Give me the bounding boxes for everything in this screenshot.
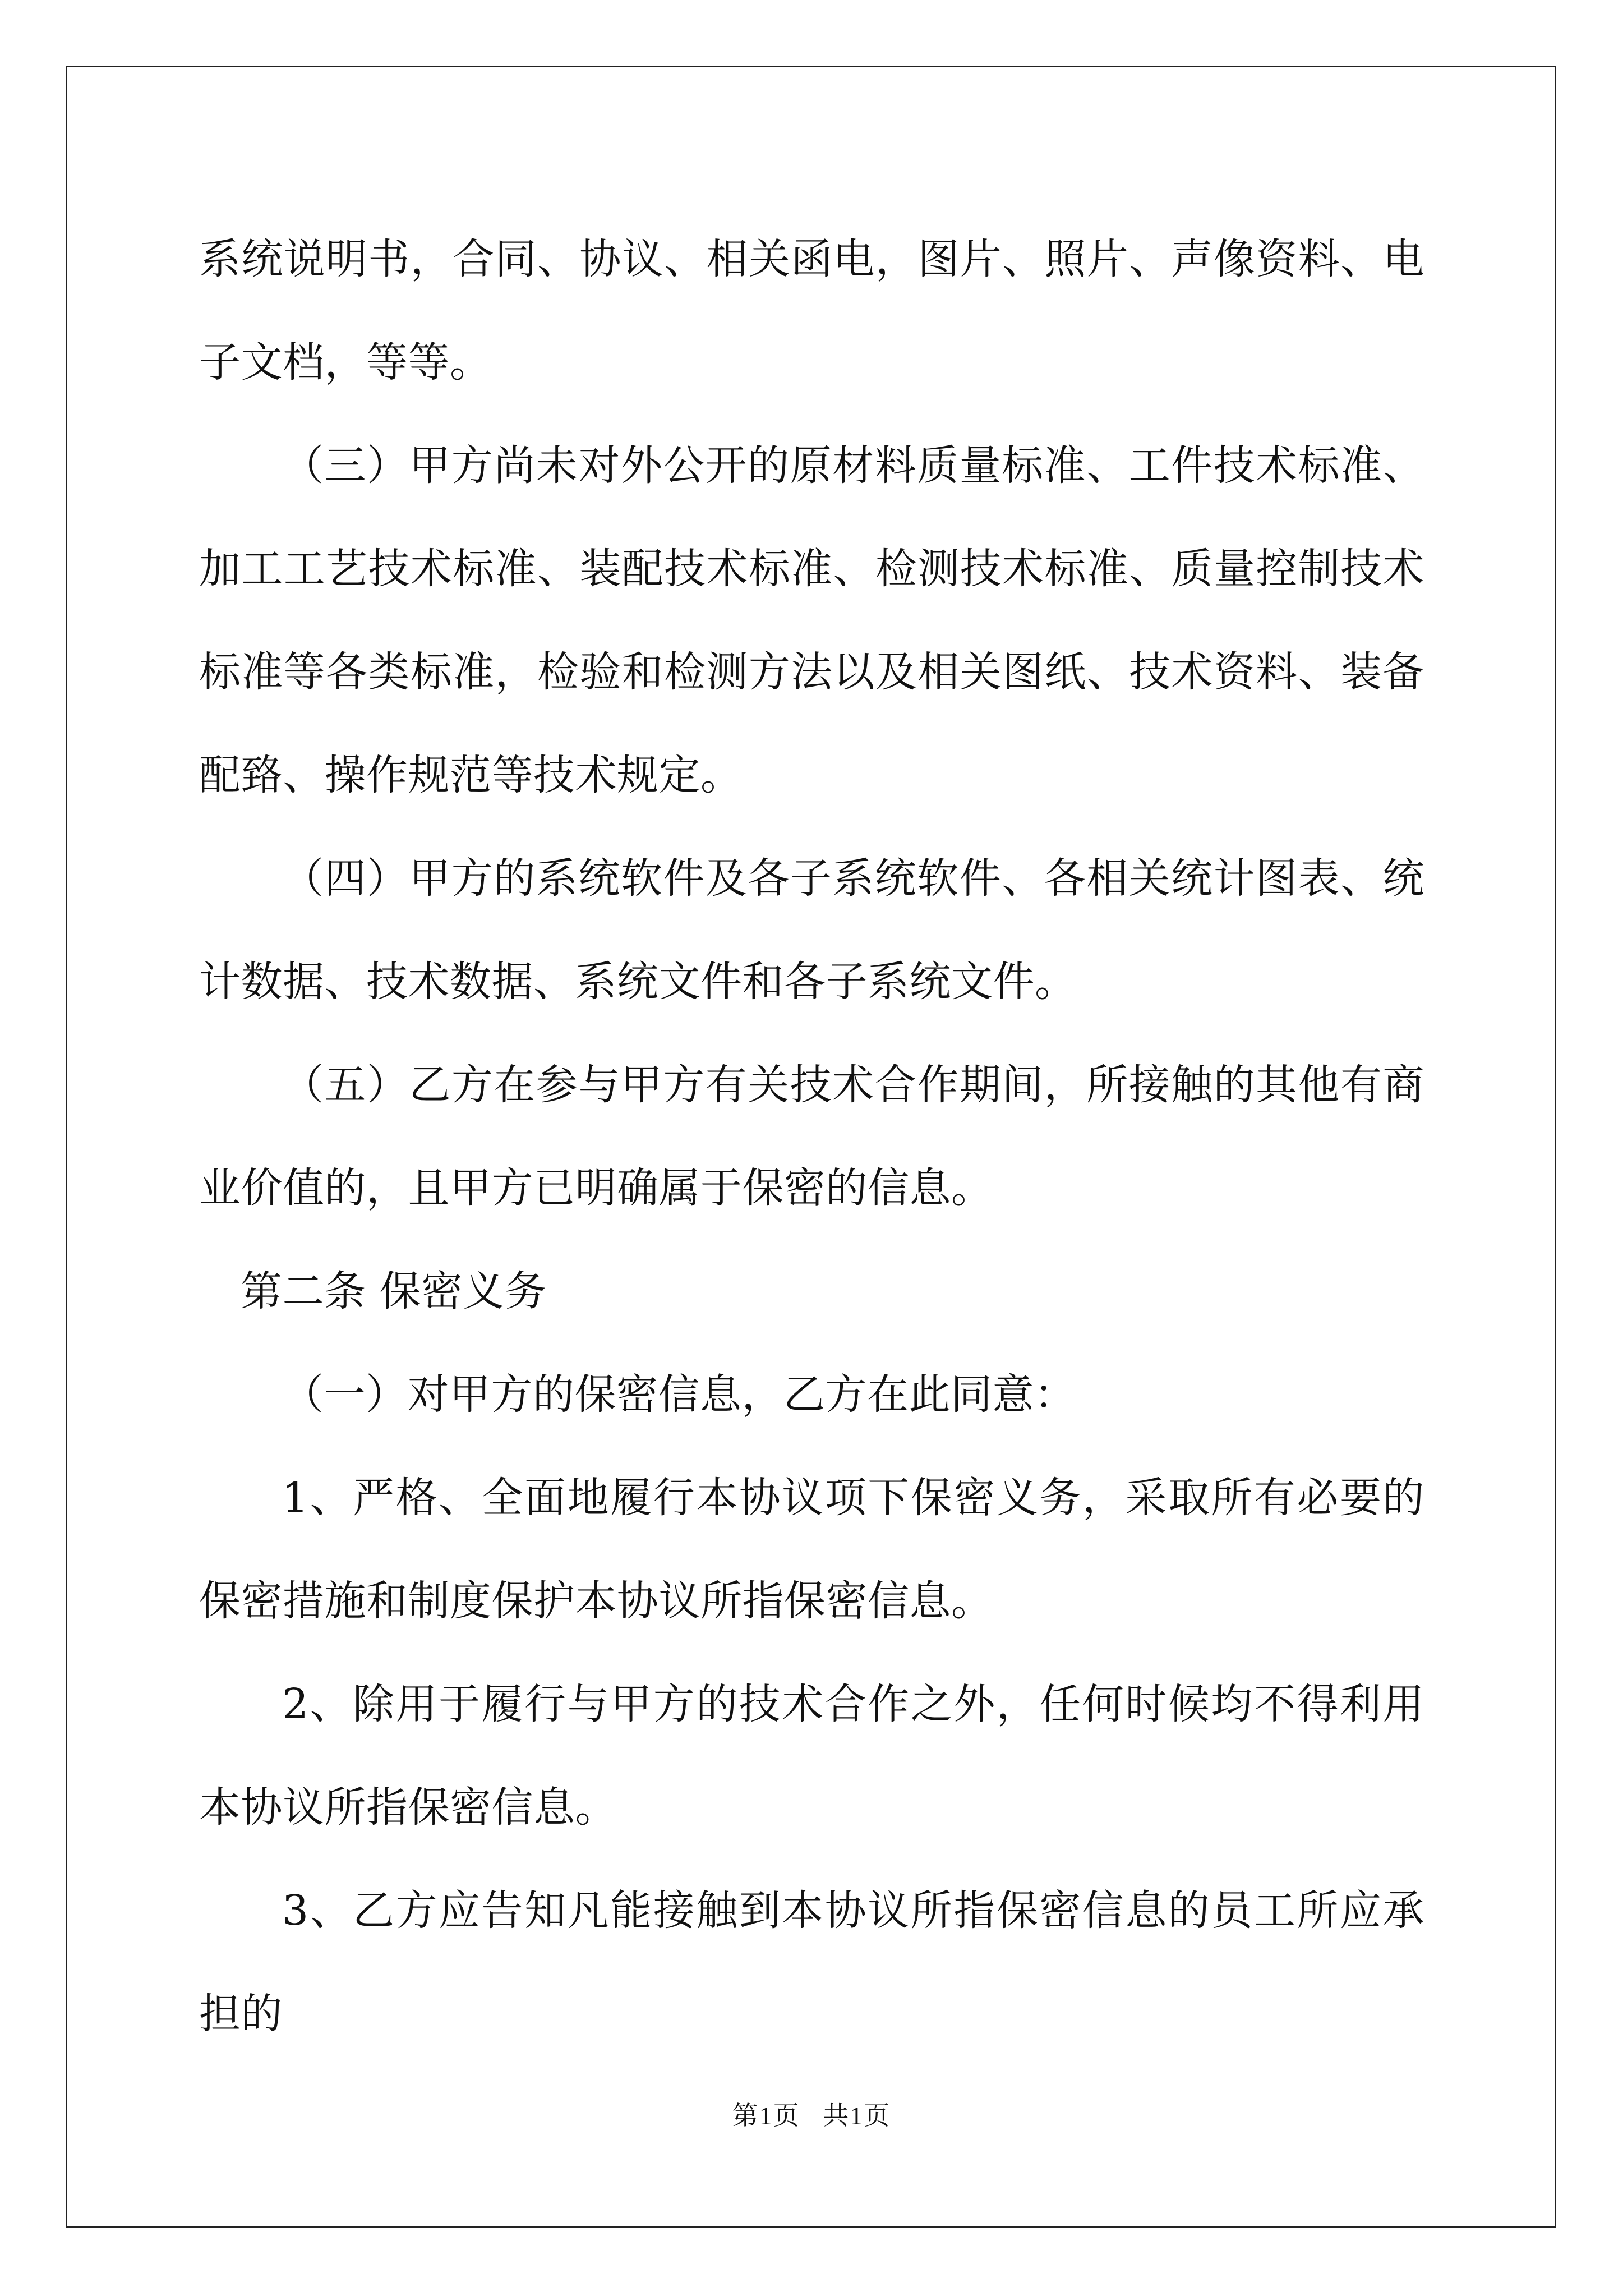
paragraph-item-5: （五）乙方在参与甲方有关技术合作期间，所接触的其他有商业价值的，且甲方已明确属于保密的信息。	[199, 1061, 1424, 1212]
paragraph-item-3: （三）甲方尚未对外公开的原材料质量标准、工件技术标准、加工工艺技术标准、装配技术标准、检测技术标准、质量控制技术标准等各类标准，检验和检测方法以及相关图纸、技术资料、装备配臵、操作规范等技术规定。	[199, 441, 1424, 799]
paragraph-clause-1: （一）对甲方的保密信息，乙方在此同意：	[282, 1370, 1076, 1419]
paragraph-item-4: （四）甲方的系统软件及各子系统软件、各相关统计图表、统计数据、技术数据、系统文件和各子系统文件。	[199, 854, 1424, 1006]
paragraph-continuation: 系统说明书，合同、协议、相关函电，图片、照片、声像资料、电子文档，等等。	[199, 235, 1424, 386]
paragraph-obligation-1: 1、严格、全面地履行本协议项下保密义务，采取所有必要的保密措施和制度保护本协议所指保密信息。	[199, 1474, 1424, 1625]
document-body	[199, 208, 1424, 2065]
paragraph-obligation-3: 3、乙方应告知凡能接触到本协议所指保密信息的员工所应承担的	[199, 1887, 1424, 2038]
page-number: 第1页	[732, 2101, 800, 2130]
article-2-heading: 第二条 保密义务	[241, 1267, 547, 1315]
page-footer	[0, 2095, 1623, 2132]
paragraph-obligation-2: 2、除用于履行与甲方的技术合作之外，任何时候均不得利用本协议所指保密信息。	[199, 1680, 1424, 1832]
page-total: 共1页	[823, 2101, 891, 2130]
